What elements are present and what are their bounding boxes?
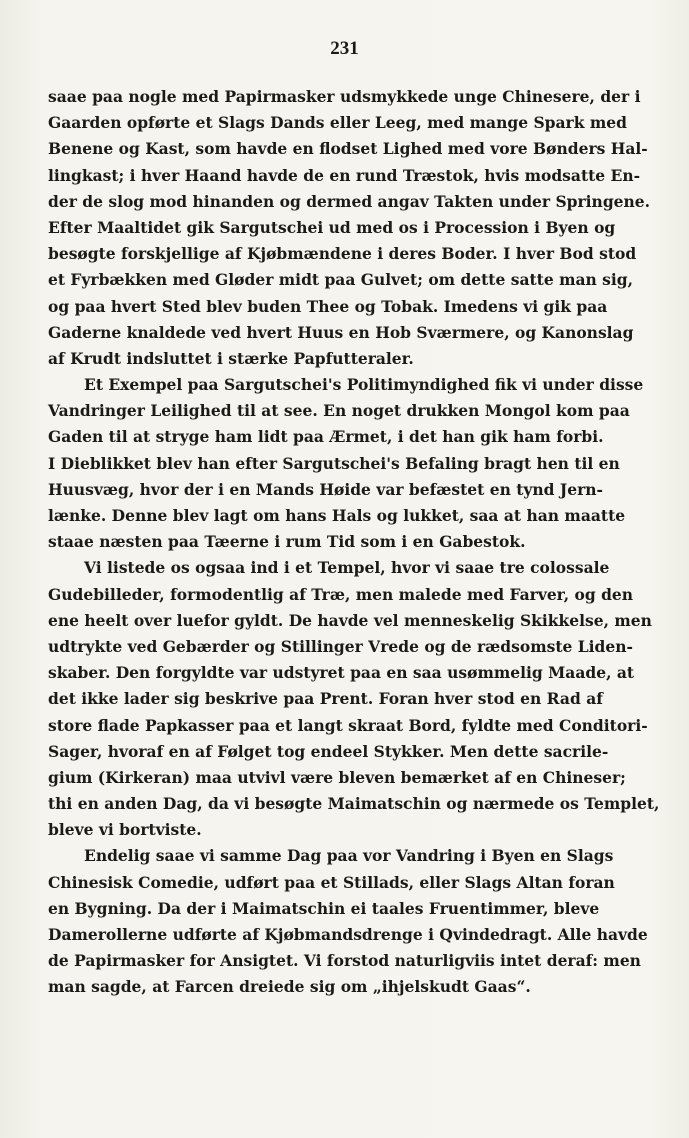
- text-line: saae paa nogle med Papirmasker udsmykkede unge Chinesere, der i: [48, 87, 641, 106]
- text-line: I Dieblikket blev han efter Sargutschei's Befaling bragt hen til en: [48, 453, 620, 473]
- body-text: [48, 84, 660, 1001]
- paragraph: [48, 843, 648, 1000]
- text-line: Damerollerne udførte af Kjøbmandsdrenge i Qvindedragt. Alle havde: [48, 925, 648, 944]
- text-line: Gudebilleder, formodentlig af Træ, men malede med Farver, og den: [48, 584, 634, 604]
- paragraph: [48, 372, 644, 555]
- text-line: Gaarden opførte et Slags Dands eller Leeg, med mange Spark med: [48, 113, 627, 133]
- text-line: skaber. Den forgyldte var udstyret paa en saa usømmelig Maade, at: [48, 663, 635, 683]
- text-line: de Papirmasker for Ansigtet. Vi forstod naturligviis intet deraf: men: [48, 951, 641, 971]
- text-line: Et Exempel paa Sargutschei's Politimyndighed fik vi under disse: [84, 375, 644, 395]
- text-line: en Bygning. Da der i Maimatschin ei taales Fruentimmer, bleve: [48, 898, 600, 918]
- text-line: og paa hvert Sted blev buden Thee og Tobak. Imedens vi gik paa: [48, 296, 608, 316]
- text-line: Endelig saae vi samme Dag paa vor Vandring i Byen en Slags: [84, 846, 614, 866]
- text-line: lænke. Denne blev lagt om hans Hals og lukket, saa at han maatte: [48, 506, 626, 525]
- text-line: store flade Papkasser paa et langt skraat Bord, fyldte med Conditori-: [48, 715, 648, 735]
- text-line: gium (Kirkeran) maa utvivl være bleven bemærket af en Chineser;: [48, 767, 626, 787]
- paragraph: [48, 555, 660, 843]
- text-line: Gaden til at stryge ham lidt paa Ærmet, i det han gik ham forbi.: [48, 427, 604, 447]
- text-line: Chinesisk Comedie, udført paa et Stillads, eller Slags Altan foran: [48, 872, 615, 892]
- paragraph: [48, 84, 651, 372]
- text-line: der de slog mod hinanden og dermed angav Takten under Springene.: [48, 191, 651, 211]
- text-line: Gaderne knaldede ved hvert Huus en Hob Sværmere, og Kanonslag: [48, 322, 634, 342]
- text-line: staae næsten paa Tæerne i rum Tid som i en Gabestok.: [48, 532, 526, 552]
- text-line: besøgte forskjellige af Kjøbmændene i deres Boder. I hver Bod stod: [48, 244, 637, 264]
- text-line: Huusvæg, hvor der i en Mands Høide var befæstet en tynd Jern-: [48, 479, 603, 499]
- text-line: ene heelt over luefor gyldt. De havde vel menneskelig Skikkelse, men: [48, 610, 652, 630]
- text-line: udtrykte ved Gebærder og Stillinger Vrede og de rædsomste Liden-: [48, 636, 633, 656]
- text-line: bleve vi bortviste.: [48, 820, 202, 840]
- text-line: det ikke lader sig beskrive paa Prent. Foran hver stod en Rad af: [48, 689, 603, 709]
- text-line: lingkast; i hver Haand havde de en rund Træstok, hvis modsatte En-: [48, 165, 641, 185]
- text-line: et Fyrbækken med Gløder midt paa Gulvet; om dette satte man sig,: [48, 270, 634, 290]
- text-line: Vi listede os ogsaa ind i et Tempel, hvor vi saae tre colossale: [84, 558, 610, 578]
- page-number: 231: [330, 38, 359, 59]
- text-line: Efter Maaltidet gik Sargutschei ud med os i Procession i Byen og: [48, 217, 616, 237]
- text-line: thi en anden Dag, da vi besøgte Maimatschin og nærmede os Templet,: [48, 794, 660, 814]
- text-line: Benene og Kast, som havde en flodset Lighed med vore Bønders Hal-: [48, 139, 648, 159]
- text-line: man sagde, at Farcen dreiede sig om „ihjelskudt Gaas“.: [48, 977, 531, 997]
- text-line: af Krudt indsluttet i stærke Papfutteraler.: [48, 348, 414, 368]
- text-line: Vandringer Leilighed til at see. En noget drukken Mongol kom paa: [48, 401, 630, 421]
- text-line: Sager, hvoraf en af Følget tog endeel Stykker. Men dette sacrile-: [48, 741, 609, 761]
